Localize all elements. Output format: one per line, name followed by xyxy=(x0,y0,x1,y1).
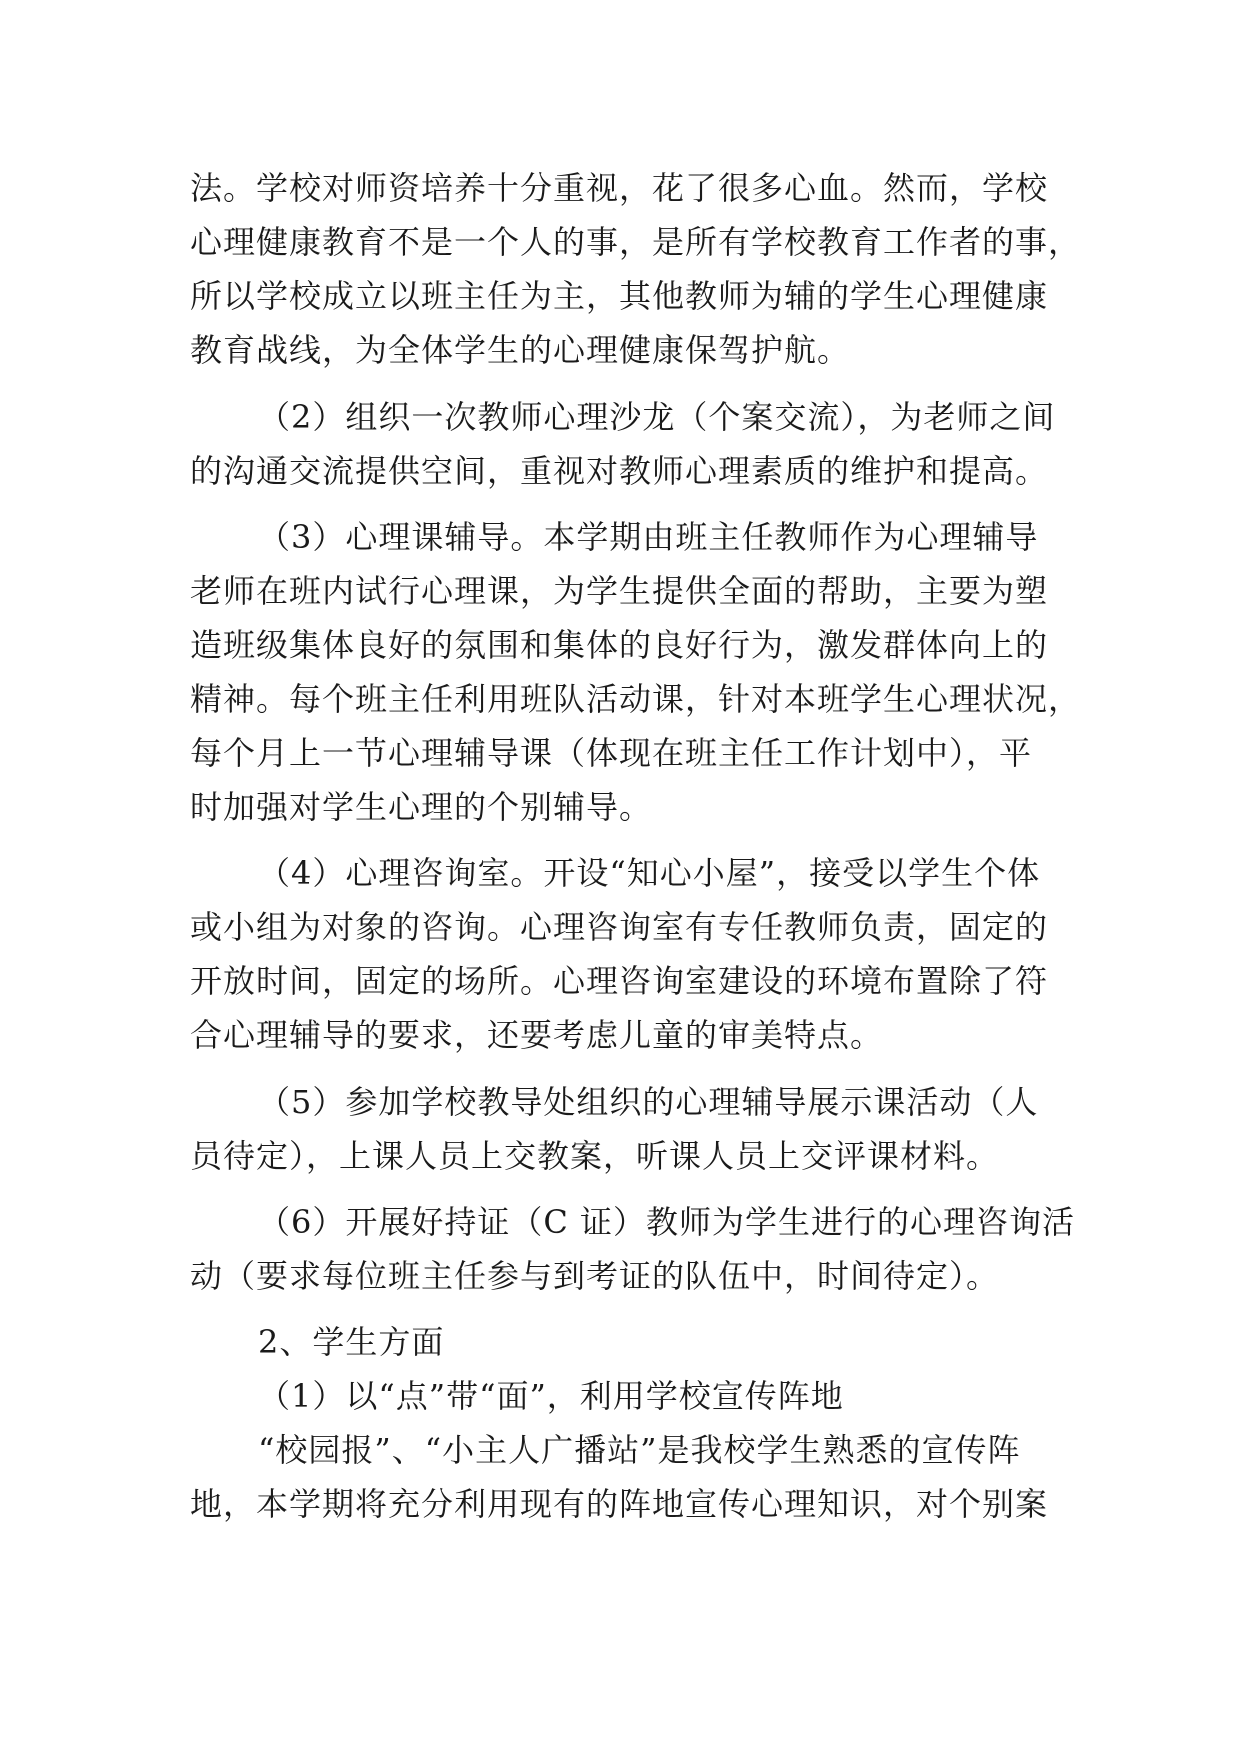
text-line-9: 造班级集体良好的氛围和集体的良好行为，激发群体向上的 xyxy=(190,626,1049,664)
text-line-24: 地，本学期将充分利用现有的阵地宣传心理知识，对个别案 xyxy=(190,1485,1049,1523)
text-line-6: 的沟通交流提供空间，重视对教师心理素质的维护和提高。 xyxy=(190,452,1049,490)
text-line-19: （6）开展好持证（C 证）教师为学生进行的心理咨询活 xyxy=(258,1203,1076,1241)
text-line-8: 老师在班内试行心理课，为学生提供全面的帮助，主要为塑 xyxy=(190,572,1049,610)
text-line-10: 精神。每个班主任利用班队活动课，针对本班学生心理状况， xyxy=(190,680,1082,718)
text-line-5: （2）组织一次教师心理沙龙（个案交流），为老师之间 xyxy=(258,398,1056,436)
text-line-16: 合心理辅导的要求，还要考虑儿童的审美特点。 xyxy=(190,1016,884,1054)
text-line-20: 动（要求每位班主任参与到考证的队伍中，时间待定）。 xyxy=(190,1257,1000,1295)
section-heading: 2、学生方面 xyxy=(258,1323,445,1361)
text-line-13: （4）心理咨询室。开设“知心小屋”，接受以学生个体 xyxy=(258,854,1041,892)
text-line-3: 所以学校成立以班主任为主，其他教师为辅的学生心理健康 xyxy=(190,277,1049,315)
text-line-2: 心理健康教育不是一个人的事，是所有学校教育工作者的事， xyxy=(190,223,1082,261)
text-line-18: 员待定），上课人员上交教案，听课人员上交评课材料。 xyxy=(190,1137,1000,1175)
text-line-11: 每个月上一节心理辅导课（体现在班主任工作计划中），平 xyxy=(190,734,1033,772)
text-line-22: （1）以“点”带“面”，利用学校宣传阵地 xyxy=(258,1377,844,1415)
text-line-23: “校园报”、“小主人广播站”是我校学生熟悉的宣传阵 xyxy=(258,1431,1021,1469)
text-line-17: （5）参加学校教导处组织的心理辅导展示课活动（人 xyxy=(258,1083,1039,1121)
text-line-7: （3）心理课辅导。本学期由班主任教师作为心理辅导 xyxy=(258,518,1039,556)
text-line-15: 开放时间，固定的场所。心理咨询室建设的环境布置除了符 xyxy=(190,962,1049,1000)
text-line-14: 或小组为对象的咨询。心理咨询室有专任教师负责，固定的 xyxy=(190,908,1049,946)
text-line-1: 法。学校对师资培养十分重视，花了很多心血。然而，学校 xyxy=(190,169,1049,207)
text-line-12: 时加强对学生心理的个别辅导。 xyxy=(190,788,653,826)
text-line-4: 教育战线，为全体学生的心理健康保驾护航。 xyxy=(190,331,851,369)
